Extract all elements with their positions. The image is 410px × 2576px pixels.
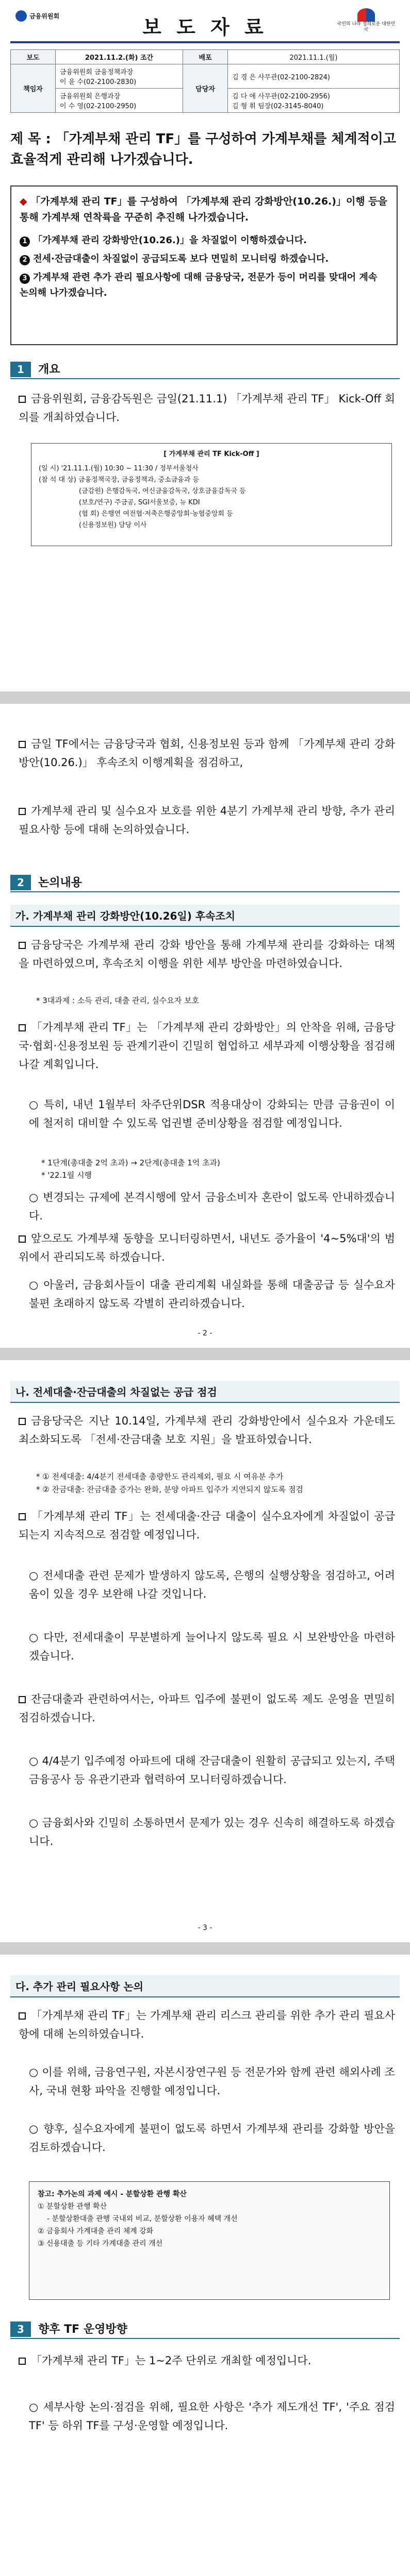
p3-b4-text: 다만, 전세대출이 무분별하게 늘어나지 않도록 필요 시 보완방안을 마련하겠습니다. bbox=[29, 1631, 396, 1662]
kickoff-time: (일 시) '21.11.1.(월) 10:30 ~ 11:30 / 정부서울청사 bbox=[39, 465, 199, 472]
square-bullet-icon bbox=[19, 741, 26, 748]
square-bullet-icon bbox=[19, 1024, 26, 1031]
square-bullet-icon bbox=[19, 1513, 26, 1520]
staff-2-3 bbox=[228, 89, 400, 113]
square-bullet-icon bbox=[19, 396, 26, 403]
circle-bullet-icon: ○ bbox=[29, 1279, 44, 1291]
section-3-number: 3 bbox=[10, 2321, 31, 2337]
p2-b1-text: 금융당국은 가계부채 관리 강화 방안을 통해 가계부채 관리를 강화하는 대책을 마련하였으며, 후속조치 이행을 위한 세부 방안을 마련하였습니다. bbox=[19, 939, 395, 970]
p2-b5-text: 앞으로도 가계부채 동향을 모니터링하면서, 내년도 증가율이 '4~5%대'의 범위에서 관리되도록 하겠습니다. bbox=[19, 1232, 395, 1263]
p4-b2 bbox=[29, 2063, 395, 2100]
header-rule bbox=[10, 41, 400, 43]
square-bullet-icon bbox=[19, 1235, 26, 1243]
p4-b1 bbox=[19, 2006, 395, 2043]
p3-b1 bbox=[19, 1412, 395, 1449]
release-date: 2021.11.1.(월) bbox=[228, 50, 400, 64]
agenda-item-3: ③ 신용대출 등 기타 가계대출 관리 개선 bbox=[38, 2240, 163, 2248]
additional-agenda-box bbox=[29, 2181, 390, 2300]
summary-text-2: 「가계부채 관리 강화방안(10.26.)」을 차질없이 이행하겠습니다. bbox=[33, 235, 307, 246]
p3-b5-text: 잔금대출과 관련하여서는, 아파트 입주에 불편이 없도록 제도 운영을 면밀히 점검하겠습니다. bbox=[19, 1693, 395, 1724]
p2-b3-note-1: * 1단계(총대출 2억 초과) → 2단계(총대출 1억 초과) bbox=[41, 1158, 220, 1167]
p4-c2 bbox=[29, 2398, 395, 2435]
agenda-item-1-detail: - 분할상환대출 관행 국내외 비교, 분할상환 이용자 혜택 개선 bbox=[47, 2215, 238, 2223]
summary-text-4: 가계부채 관련 추가 관리 필요사항에 대해 금융당국, 전문가 등이 머리를 맞대어 계속 논의해 나가겠습니다. bbox=[20, 272, 378, 298]
p3-b2 bbox=[19, 1507, 395, 1544]
responsible-1-name: 이 윤 수(02-2100-2830) bbox=[60, 78, 137, 86]
summary-item-3 bbox=[20, 251, 388, 267]
subsection-na-title: 나. 전세대출·잔금대출의 차질없는 공급 점검 bbox=[10, 1381, 400, 1403]
subsection-ga-title: 가. 가계부채 관리 강화방안(10.26일) 후속조치 bbox=[10, 905, 400, 927]
p3-b7 bbox=[29, 1814, 395, 1851]
section-2-title: 논의내용 bbox=[38, 876, 83, 889]
staff-3: 김 형 휘 팀장(02-3145-8040) bbox=[232, 103, 324, 110]
section-3-header bbox=[10, 2320, 400, 2339]
p4-b3 bbox=[29, 2120, 395, 2157]
square-bullet-icon bbox=[19, 942, 26, 949]
kickoff-chair: (참 석 대 상) 금융정책국장, 금융정책과, 중소금융과 등 bbox=[39, 476, 200, 484]
p2-b3 bbox=[29, 1095, 395, 1132]
responsible-1-dept: 금융위원회 금융정책과장 bbox=[60, 69, 134, 76]
section-1-para bbox=[19, 389, 395, 427]
p3-b1-text: 금융당국은 지난 10.14일, 가계부채 관리 강화방안에서 실수요자 가운데도 최소화되도록 「전세·잔금대출 보호 지원」을 발표하였습니다. bbox=[19, 1415, 395, 1446]
p2-b4-text: 변경되는 규제에 본격시행에 앞서 금융소비자 혼란이 없도록 안내하겠습니다. bbox=[29, 1191, 396, 1222]
circle-bullet-icon: ○ bbox=[29, 1098, 44, 1111]
p4-b1-text: 「가계부채 관리 TF」는 가계부채 관리 리스크 관리를 위한 추가 관리 필요사항에 대해 논의하였습니다. bbox=[19, 2009, 395, 2040]
staff-1: 김 경 은 사무관(02-2100-2824) bbox=[228, 64, 400, 89]
p2-b6-text: 아울러, 금융회사들이 대출 관리계획 내실화를 통해 대출공급 등 실수요자 불편 초래하지 않도록 각별히 관리하겠습니다. bbox=[29, 1279, 396, 1310]
p2-intro-2 bbox=[19, 802, 395, 839]
p2-b2-text: 「가계부채 관리 TF」는 「가계부채 관리 강화방안」의 안착을 위해, 금융당국·협회·신용정보원 등 관계기관이 긴밀히 협업하고 세부과제 이행상황을 점검해 나갈 계획입니다. bbox=[19, 1021, 395, 1071]
square-bullet-icon bbox=[19, 1418, 26, 1425]
p3-b1-note-1: * ① 전세대출: 4/4분기 전세대출 총량한도 관리제외, 필요 시 여유분 추가 bbox=[36, 1472, 284, 1481]
gov-logo bbox=[335, 8, 397, 35]
p2-b1-note: * 3대과제 : 소득 관리, 대출 관리, 실수요자 보호 bbox=[36, 996, 200, 1005]
report-date: 2021.11.2.(화) 조간 bbox=[56, 50, 183, 64]
p2-b6 bbox=[29, 1276, 395, 1313]
report-label: 보도 bbox=[11, 50, 56, 64]
summary-item-1 bbox=[20, 194, 388, 226]
square-bullet-icon bbox=[19, 2358, 26, 2365]
section-1-number: 1 bbox=[10, 362, 31, 377]
summary-bullet-icon: ◆ bbox=[20, 196, 31, 207]
agenda-title: 참고: 추가논의 과제 예시 - 분할상환 관행 확산 bbox=[38, 2190, 187, 2198]
kickoff-org: (금감원) 은행감독국, 여신금융감독국, 상호금융감독국 등 bbox=[79, 487, 246, 495]
circle-bullet-icon: ○ bbox=[29, 1817, 42, 1829]
circle-bullet-icon: ○ bbox=[29, 1631, 44, 1643]
p4-c1 bbox=[19, 2351, 395, 2370]
circle-bullet-icon: ○ bbox=[29, 1569, 43, 1582]
p4-b3-text: 향후, 실수요자에게 불편이 없도록 하면서 가계부채 관리를 강화할 방안을 검토하겠습니다. bbox=[29, 2123, 396, 2154]
page-number-3: - 3 - bbox=[198, 1924, 212, 1932]
section-2-header bbox=[10, 874, 400, 892]
kickoff-research: (보호/연구) 주금공, SGI서울보증, 뉴 KDI bbox=[79, 499, 200, 506]
gov-logo-icon bbox=[357, 8, 375, 22]
p3-b6-text: 4/4분기 입주예정 아파트에 대해 잔금대출이 원활히 공급되고 있는지, 주택금융공사 등 유관기관과 협력하여 모니터링하겠습니다. bbox=[29, 1755, 396, 1786]
kickoff-title: [ 가계부채 관리 TF Kick-Off ] bbox=[163, 450, 259, 458]
square-bullet-icon bbox=[19, 2012, 26, 2020]
gov-logo-text: 국민의 나라 정의로운 대한민국 bbox=[337, 22, 396, 32]
circle-number-1-icon: 1 bbox=[20, 236, 30, 247]
responsible-1 bbox=[56, 64, 183, 89]
p4-b2-text: 이를 위해, 금융연구원, 자본시장연구원 등 전문가와 함께 관련 해외사례 조사, 국내 현황 파악을 진행할 예정입니다. bbox=[29, 2066, 395, 2097]
p3-b6 bbox=[29, 1752, 395, 1789]
section-3-title: 향후 TF 운영방향 bbox=[38, 2323, 127, 2336]
square-bullet-icon bbox=[19, 808, 26, 815]
p3-b2-text: 「가계부채 관리 TF」는 전세대출·잔금 대출이 실수요자에게 차질없이 공급되는지 지속적으로 점검할 예정입니다. bbox=[19, 1510, 395, 1541]
circle-bullet-icon: ○ bbox=[29, 1191, 43, 1204]
section-2-number: 2 bbox=[10, 875, 31, 890]
p2-intro-2-text: 가계부채 관리 및 실수요자 보호를 위한 4분기 가계부채 관리 방향, 추가 관리 필요사항 등에 대해 논의하였습니다. bbox=[19, 805, 395, 836]
circle-bullet-icon: ○ bbox=[29, 2066, 42, 2078]
page-number-2: - 2 - bbox=[198, 1329, 212, 1337]
staff-2: 김 다 애 사무관(02-2100-2956) bbox=[232, 93, 330, 100]
agenda-item-1: ① 분할상환 관행 확산 bbox=[38, 2202, 107, 2211]
section-1-header bbox=[10, 361, 400, 379]
p2-b5 bbox=[19, 1229, 395, 1266]
circle-number-3-icon: 3 bbox=[20, 274, 30, 284]
p2-b4 bbox=[29, 1188, 395, 1225]
p2-b3-text: 특히, 내년 1월부터 차주단위DSR 적용대상이 강화되는 만큼 금융권이 이에 철저히 대비할 수 있도록 업권별 준비상황을 점검할 예정입니다. bbox=[29, 1098, 395, 1129]
meta-table bbox=[10, 49, 400, 113]
p2-b3-note-2: * '22.1월 시행 bbox=[41, 1171, 92, 1180]
logo-text: 금융위원회 bbox=[29, 12, 60, 20]
circle-bullet-icon: ○ bbox=[29, 1755, 42, 1767]
page-4 bbox=[0, 1955, 410, 2576]
kickoff-note: (신용정보원) 담당 이사 bbox=[79, 521, 147, 529]
p3-b4 bbox=[29, 1628, 395, 1665]
summary-text-1: 「가계부채 관리 TF」를 구성하여 「가계부채 관리 강화방안(10.26.)」이행 등을 통해 가계부채 연착륙을 꾸준히 추진해 나가겠습니다. bbox=[20, 196, 388, 223]
p3-b1-note-2: * ② 잔금대출: 잔금대출 증가는 완화, 분양 아파트 입주가 지연되지 않도록 점검 bbox=[36, 1485, 303, 1494]
p4-c1-text: 「가계부채 관리 TF」는 1~2주 단위로 개최할 예정입니다. bbox=[31, 2354, 311, 2367]
responsible-label: 책임자 bbox=[11, 64, 56, 113]
kickoff-bank: (협 회) 은행연 여전협·저축은행중앙회·농협중앙회 등 bbox=[79, 510, 233, 518]
agenda-item-2: ② 금융회사 가계대출 관리 체계 강화 bbox=[38, 2227, 154, 2235]
subsection-da-title: 다. 추가 관리 필요사항 논의 bbox=[10, 1975, 400, 1997]
p2-b2 bbox=[19, 1018, 395, 1074]
p2-intro-1 bbox=[19, 735, 395, 772]
p3-b5 bbox=[19, 1690, 395, 1727]
headline: 제 목 : 「가계부채 관리 TF」를 구성하여 가계부채를 체계적이고 효율적게 관리해 나가겠습니다. bbox=[10, 131, 396, 167]
staff-label: 담당자 bbox=[183, 64, 228, 113]
page-1 bbox=[0, 0, 410, 691]
square-bullet-icon bbox=[19, 1696, 26, 1703]
p3-b3 bbox=[29, 1566, 395, 1603]
section-1-para-text: 금융위원회, 금융감독원은 금일(21.11.1) 「가계부채 관리 TF」 Kick-Off 회의를 개최하였습니다. bbox=[19, 393, 395, 423]
p4-c2-text: 세부사항 논의·점검을 위해, 필요한 사항은 '추가 제도개선 TF', '주요 점검 TF' 등 하위 TF를 구성·운영할 예정입니다. bbox=[29, 2401, 395, 2432]
circle-bullet-icon: ○ bbox=[29, 2401, 43, 2413]
p2-b1 bbox=[19, 936, 395, 973]
responsible-2 bbox=[56, 89, 183, 113]
summary-item-2 bbox=[20, 233, 388, 248]
page-2 bbox=[0, 704, 410, 1348]
summary-box bbox=[10, 185, 398, 345]
circle-bullet-icon: ○ bbox=[29, 2123, 44, 2135]
page-3 bbox=[0, 1360, 410, 1942]
section-1-title: 개요 bbox=[38, 363, 60, 376]
summary-text-3: 전세·잔금대출이 차질없이 공급되도록 보다 면밀히 모니터링 하겠습니다. bbox=[33, 253, 329, 264]
responsible-2-dept: 금융위원회 은행과장 bbox=[60, 93, 121, 100]
p3-b3-text: 전세대출 관련 문제가 발생하지 않도록, 은행의 실행상황을 점검하고, 어려움이 있을 경우 보완해 나갈 것입니다. bbox=[29, 1569, 395, 1600]
kickoff-box bbox=[31, 443, 392, 546]
p3-b7-text: 금융회사와 긴밀히 소통하면서 문제가 있는 경우 신속히 해결하도록 하겠습니다. bbox=[29, 1817, 395, 1848]
p2-intro-1-text: 금일 TF에서는 금융당국과 협회, 신용정보원 등과 함께 「가계부채 관리 강화방안(10.26.)」 후속조치 이행계획을 점검하고, bbox=[19, 738, 395, 769]
responsible-2-name: 이 수 영(02-2100-2950) bbox=[60, 103, 137, 110]
page-title: 보 도 자 료 bbox=[142, 16, 268, 39]
summary-item-4 bbox=[20, 270, 388, 301]
circle-number-2-icon: 2 bbox=[20, 255, 30, 265]
release-label: 배포 bbox=[183, 50, 228, 64]
